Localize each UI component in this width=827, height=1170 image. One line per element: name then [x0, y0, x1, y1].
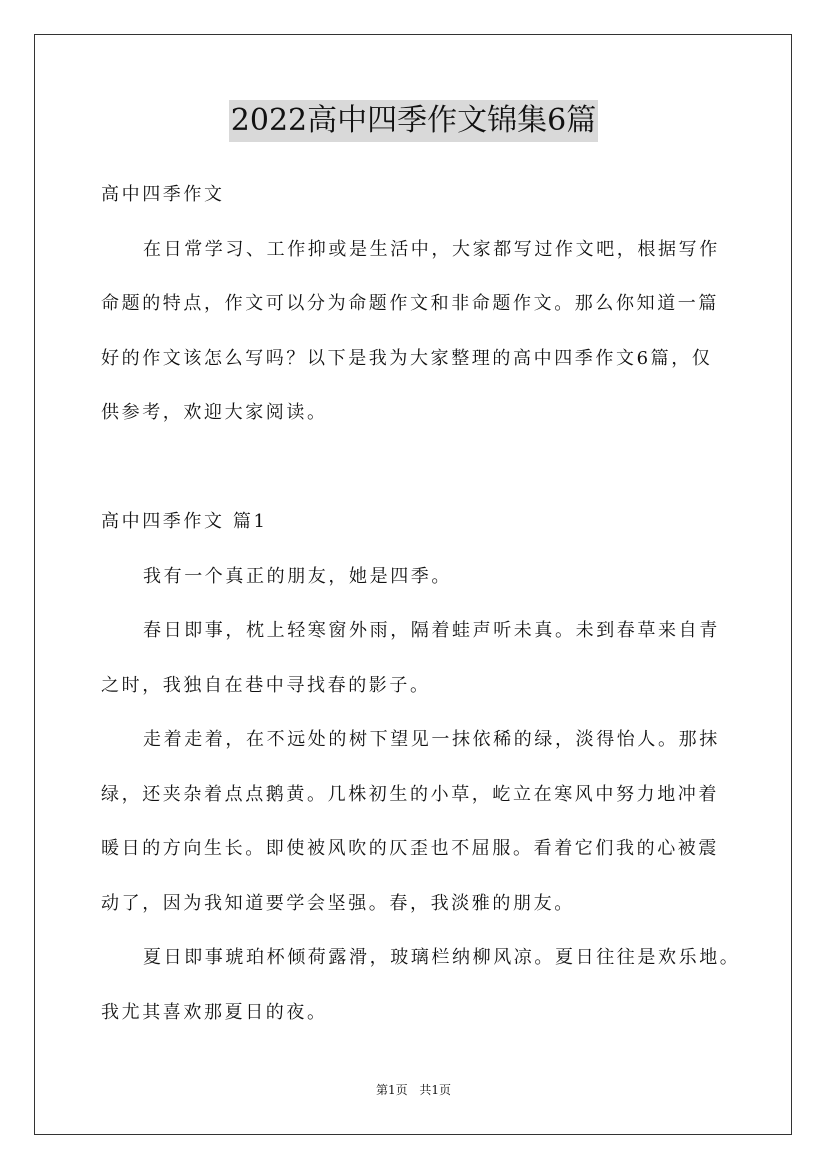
text-line: 我尤其喜欢那夏日的夜。 [101, 1001, 328, 1023]
text-line: 夏日即事琥珀杯倾荷露滑，玻璃栏纳柳风凉。夏日往往是欢乐地。 [143, 947, 741, 968]
text-line: 好的作文该怎么写吗？以下是我为大家整理的高中四季作文6篇，仅 [101, 347, 713, 369]
blank-line [101, 441, 741, 496]
text-line: 供参考，欢迎大家阅读。 [101, 402, 328, 423]
text-line: 走着走着，在不远处的树下望见一抹依稀的绿，淡得怡人。那抹 [143, 729, 720, 750]
text-line: 春日即事，枕上轻寒窗外雨，隔着蛙声听未真。未到春草来自青 [143, 620, 720, 641]
text-line: 高中四季作文 [101, 184, 225, 205]
text-line: 动了，因为我知道要学会坚强。春，我淡雅的朋友。 [101, 892, 575, 914]
document-title: 2022高中四季作文锦集6篇 [229, 100, 598, 142]
page-number: 第1页 [375, 1083, 408, 1097]
text-line: 高中四季作文 篇1 [101, 511, 268, 532]
text-line: 命题的特点，作文可以分为命题作文和非命题作文。那么你知道一篇 [101, 293, 719, 314]
text-line: 我有一个真正的朋友，她是四季。 [143, 565, 452, 587]
document-body [101, 168, 741, 1040]
page-total: 共1页 [419, 1083, 452, 1097]
text-line: 在日常学习、工作抑或是生活中，大家都写过作文吧，根据写作 [143, 238, 720, 260]
text-line: 绿，还夹杂着点点鹅黄。几株初生的小草，屹立在寒风中努力地冲着 [101, 783, 719, 805]
document-title-container [0, 100, 827, 142]
text-line: 之时，我独自在巷中寻找春的影子。 [101, 674, 431, 696]
text-line: 暖日的方向生长。即使被风吹的仄歪也不屈服。看着它们我的心被震 [101, 838, 719, 859]
page-footer [0, 1082, 827, 1098]
